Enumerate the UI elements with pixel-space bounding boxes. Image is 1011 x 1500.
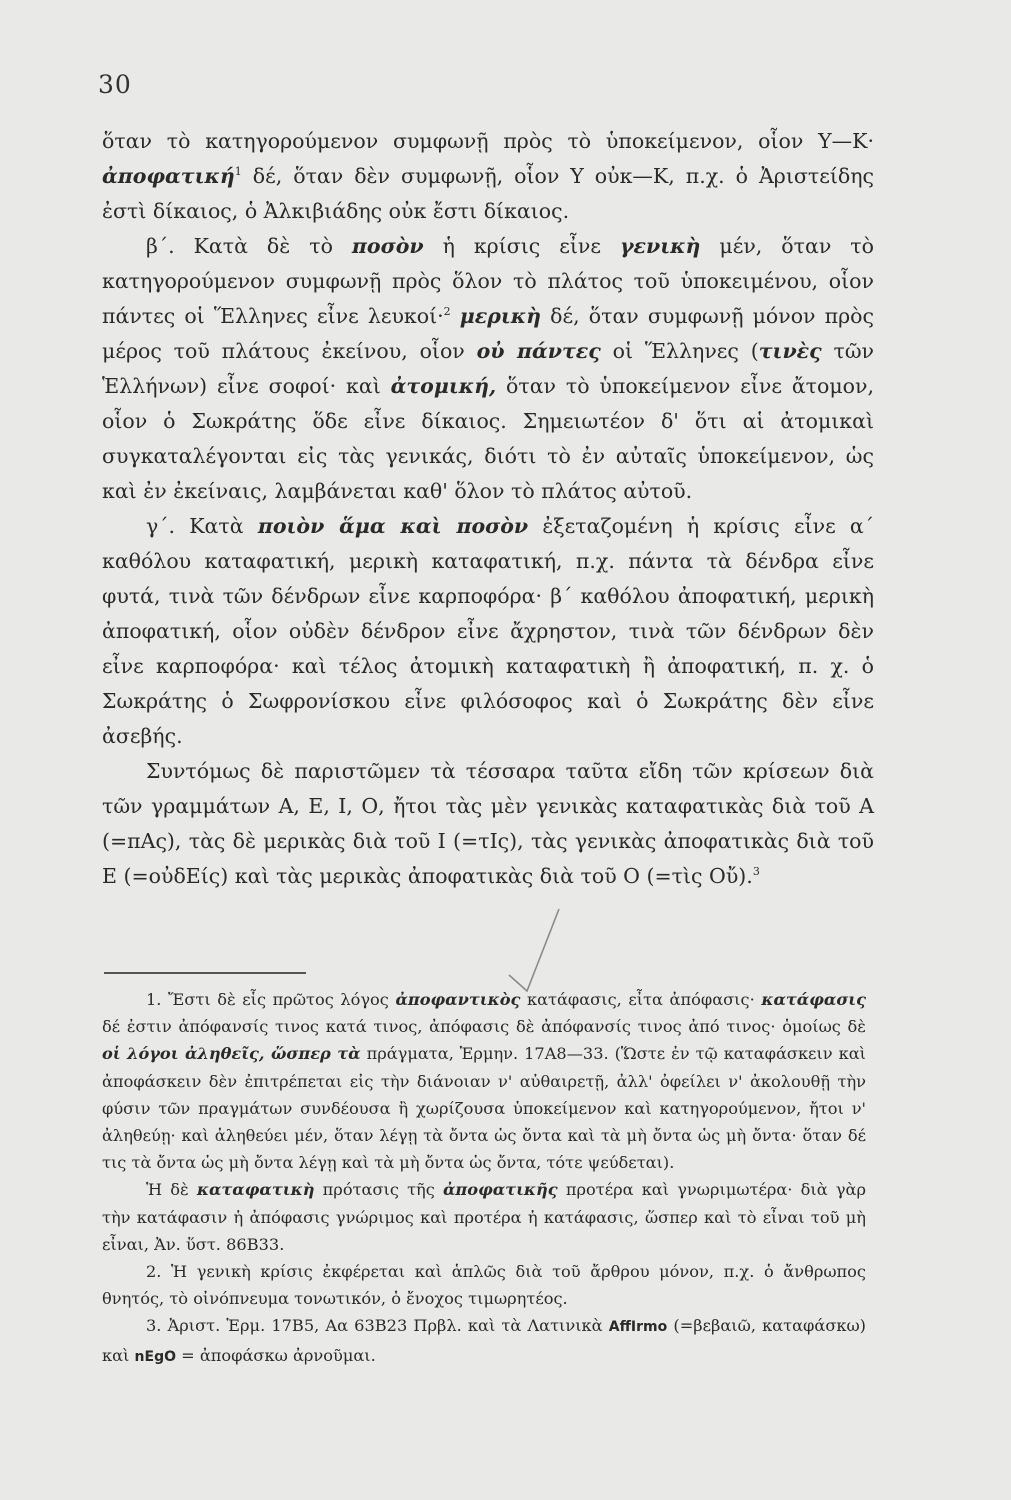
footnote-marker: 1 <box>234 165 242 179</box>
text-run: = ἀποφάσκω ἀρνοῦμαι. <box>176 1345 376 1365</box>
emphasis-term: ἀτομική, <box>390 374 497 398</box>
text-run: 2. Ἡ γενικὴ κρίσις ἐκφέρεται καὶ ἁπλῶς διὰ τοῦ ἄρθρου μόνον, π.χ. ὁ ἄνθρωπος θνητός, τὸ οἰνόπνευμα τονωτικόν, ὁ ἔνοχος τιμωρητέος. <box>102 1262 866 1309</box>
text-run: μέν, ὅταν τὸ κατηγορούμενον συμφωνῇ πρὸς ὅλον τὸ πλάτος τοῦ ὑποκειμένου, οἷον πάντες οἱ Ἕλληνες εἶνε λευκοί· <box>102 234 874 328</box>
pencil-check-mark <box>505 905 565 995</box>
emphasis-term: ἀποφατικῆς <box>442 1180 558 1200</box>
emphasis-term: οἱ λόγοι ἀληθεῖς, ὥσπερ τὰ <box>102 1044 361 1064</box>
emphasis-term: καταφατικὴ <box>196 1180 315 1200</box>
footnote-marker: 3 <box>752 865 760 879</box>
text-run: ἐξεταζομένη ἡ κρίσις εἶνε α΄ καθόλου καταφατική, μερικὴ καταφατική, π.χ. πάντα τὰ δένδρα εἶνε φυτά, τινὰ τῶν δένδρων εἶνε καρποφόρα· β΄ καθόλου ἀποφατική, μερικὴ ἀποφατική, οἷον οὐδὲν δένδρον εἶνε ἄχρηστον, τινὰ τῶν δένδρων δὲν εἶνε καρποφόρα· καὶ τέλος ἀτομικὴ καταφατικὴ ἢ ἀποφατική, π. χ. ὁ Σωκράτης ὁ Σωφρονίσκου εἶνε φιλόσοφος καὶ ὁ Σωκράτης δὲν εἶνε ἀσεβής. <box>102 514 874 748</box>
paragraph-3 <box>102 509 874 754</box>
text-run: οἱ Ἕλληνες ( <box>600 339 759 363</box>
main-text <box>102 124 874 894</box>
text-run: πράγματα, Ἑρμην. 17Α8—33. (Ὥστε ἐν τῷ καταφάσκειν καὶ ἀποφάσκειν δὲν ἐπιτρέπεται εἰς τὴν διάνοιαν ν' αὐθαιρετῇ, ἀλλ' ὀφείλει ν' ἀκολουθῇ τὴν φύσιν τῶν πραγμάτων συνδέουσα ἢ χωρίζουσα ὑποκείμενον καὶ κατηγορούμενον, ἤτοι ν' ἀληθεύῃ· καὶ ἀληθεύει μέν, ὅταν λέγῃ τὰ ὄντα ὡς ὄντα καὶ τὰ μὴ ὄντα ὡς μὴ ὄντα· ὅταν δέ τις τὰ ὄντα ὡς μὴ ὄντα λέγῃ καὶ τὰ μὴ ὄντα ὡς ὄντα, τότε ψεύδεται). <box>102 1044 866 1173</box>
text-run: 1. Ἔστι δὲ εἷς πρῶτος λόγος <box>146 990 396 1009</box>
emphasis-term: ἀποφαντικὸς <box>395 990 521 1009</box>
footnote-1-continued <box>102 1176 866 1258</box>
text-run: ἡ κρίσις εἶνε <box>423 234 620 258</box>
text-run: τῶν Ἑλλήνων) εἶνε σοφοί· καὶ <box>102 339 875 398</box>
text-run: Συντόμως δὲ παριστῶμεν τὰ τέσσαρα ταῦτα εἴδη τῶν κρίσεων διὰ τῶν γραμμάτων Α, Ε, Ι, Ο, ἤτοι τὰς μὲν γενικὰς καταφατικὰς διὰ τοῦ Α (=πΑς), τὰς δὲ μερικὰς διὰ τοῦ Ι (=τΙς), τὰς γενικὰς ἀποφατικὰς διὰ τοῦ Ε (=οὐδΕίς) καὶ τὰς μερικὰς ἀποφατικὰς διὰ τοῦ Ο (=τὶς Οὔ). <box>102 759 874 888</box>
footnote-divider <box>104 972 306 974</box>
emphasis-term: ποιὸν ἅμα καὶ ποσὸν <box>257 514 529 538</box>
paragraph-4 <box>102 754 874 894</box>
text-run: ὅταν τὸ ὑποκείμενον εἶνε ἄτομον, οἷον ὁ Σωκράτης ὅδε εἶνε δίκαιος. Σημειωτέον δ' ὅτι αἱ ἀτομικαὶ συγκαταλέγονται εἰς τὰς γενικάς, διότι τὸ ἐν αὐταῖς ὑποκείμενον, ὡς καὶ ἐν ἐκείναις, λαμβάνεται καθ' ὅλον τὸ πλάτος αὐτοῦ. <box>102 374 874 503</box>
text-run: γ΄. Κατὰ <box>146 514 258 538</box>
text-run: β΄. Κατὰ δὲ τὸ <box>146 234 352 258</box>
text-run: προτέρα καὶ γνωριμωτέρα· διὰ γὰρ τὴν κατάφασιν ἡ ἀπόφασις γνώριμος καὶ προτέρα ἡ κατάφασις, ὥσπερ καὶ τὸ εἶναι τοῦ μὴ εἶναι, Ἀν. ὕστ. 86Β33. <box>102 1180 866 1254</box>
text-run: 3. Ἀριστ. Ἑρμ. 17Β5, Αα 63Β23 Πρβλ. καὶ τὰ Λατινικὰ <box>146 1316 609 1336</box>
emphasis-term: οὐ πάντες <box>476 339 601 363</box>
emphasis-term: ἀποφατική <box>102 164 235 188</box>
emphasis-term: κατάφασις <box>761 990 866 1009</box>
text-run: δέ, ὅταν δὲν συμφωνῇ, οἷον Υ οὐκ—Κ, π.χ. ὁ Ἀριστείδης ἐστὶ δίκαιος, ὁ Ἀλκιβιάδης οὐκ ἔστι δίκαιος. <box>102 164 874 223</box>
emphasis-term: ποσὸν <box>351 234 424 258</box>
paragraph-1 <box>102 124 874 229</box>
text-run: κατάφασις, εἶτα ἀπόφασις· <box>520 990 762 1009</box>
paragraph-2 <box>102 229 874 509</box>
text-run <box>451 304 460 328</box>
footnotes <box>102 986 866 1371</box>
footnote-3 <box>102 1312 866 1370</box>
latin-term: nEgO <box>134 1348 176 1365</box>
text-run: ὅταν τὸ κατηγορούμενον συμφωνῇ πρὸς τὸ ὑποκείμενον, οἷον Υ—Κ· <box>102 129 874 153</box>
page-number: 30 <box>98 70 132 99</box>
text-run: (=βεβαιῶ, καταφάσκω) καὶ <box>102 1316 866 1365</box>
footnote-2 <box>102 1258 866 1312</box>
emphasis-term: μερικὴ <box>459 304 542 328</box>
emphasis-term: γενικὴ <box>620 234 701 258</box>
footnote-1 <box>102 986 866 1176</box>
text-run: δέ, ὅταν συμφωνῇ μόνον πρὸς μέρος τοῦ πλάτους ἐκείνου, οἷον <box>102 304 874 363</box>
text-run: πρότασις τῆς <box>314 1180 443 1200</box>
emphasis-term: τινὲς <box>758 339 822 363</box>
text-run: Ἡ δὲ <box>146 1180 197 1200</box>
latin-term: AffIrmo <box>608 1319 668 1336</box>
footnote-marker: 2 <box>443 305 451 319</box>
text-run: δέ ἐστιν ἀπόφανσίς τινος κατά τινος, ἀπόφασις δὲ ἀπόφανσίς τινος ἀπό τινος· ὁμοίως δὲ <box>102 1017 866 1037</box>
